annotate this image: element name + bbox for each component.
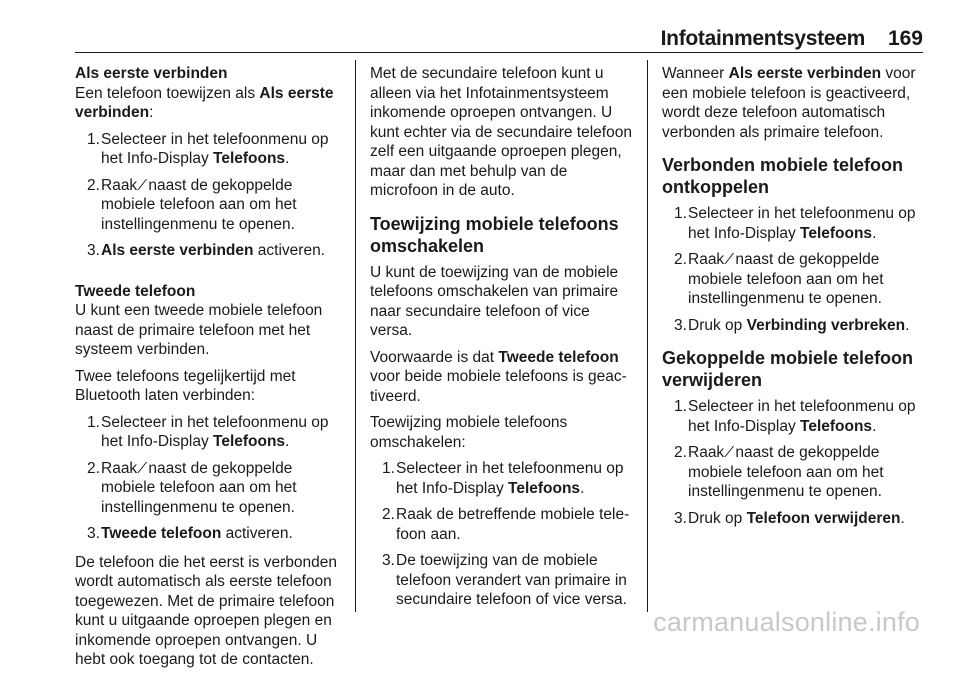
section-heading-verwijderen: Gekoppelde mobiele telefoon verwijderen — [662, 348, 914, 390]
pencil-icon: ⁄ — [141, 176, 145, 194]
list-item: 1. Selecteer in het telefoonmenu op het Info-Display Telefoons. — [674, 398, 916, 435]
paragraph: U kunt de toewijzing van de mobiele telefoons omschakelen van primaire naar secundaire telefoon of vice versa. — [370, 263, 619, 339]
subheading-als-eerste-verbinden: Als eerste verbinden — [75, 65, 228, 82]
list-item: 1. Selecteer in het telefoonmenu op het Info-Display Telefoons. — [382, 460, 624, 497]
paragraph: Voorwaarde is dat Tweede telefoon voor beide mobiele telefoons is geactiveerd. — [370, 348, 627, 405]
paragraph: Met de secundaire telefoon kunt u alleen via het Infotainmentsysteem inkomende oproepen ontvangen. U kunt echter via de secundaire telefoon zelf een uitgaande oproepen plegen, maar dan met behulp van de microfoon in de auto. — [370, 65, 632, 199]
column-2 — [370, 64, 632, 619]
pencil-icon: ⁄ — [728, 444, 732, 461]
column-3 — [662, 64, 924, 537]
paragraph: Twee telefoons tegelijkertijd met Bluetooth laten verbinden: — [75, 367, 296, 404]
paragraph: Wanneer Als eerste verbinden voor een mobiele telefoon is geactiveerd, wordt deze telefoon automatisch verbonden als primaire telefoon. — [662, 65, 916, 141]
list-item: 3. Druk op Telefoon verwijderen. — [674, 509, 905, 527]
list-item: 2. Raak ⁄ naast de gekoppelde mobiele telefoon aan om het instellingenmenu te openen. — [87, 176, 297, 233]
column-divider — [355, 60, 356, 612]
column-divider — [647, 60, 648, 612]
list-item: 2. Raak ⁄ naast de gekoppelde mobiele telefoon aan om het instellingenmenu te openen. — [87, 459, 297, 516]
paragraph: De telefoon die het eerst is verbonden wordt automatisch als eerste telefoon toegewezen. Met de primaire telefoon kunt u uitgaande oproepen plegen en inkomende oproepen ontvangen. U hebt ook toegang tot de contacten. — [75, 553, 337, 668]
list-item: 3. Tweede telefoon activeren. — [87, 525, 293, 542]
paragraph: Een telefoon toewijzen als Als eerste verbinden: — [75, 84, 334, 121]
steps-list — [662, 397, 924, 528]
list-item: 1. Selecteer in het telefoonmenu op het Info-Display Telefoons. — [674, 205, 916, 242]
list-item: 3. Druk op Verbinding verbreken. — [674, 316, 910, 334]
steps-list — [75, 130, 343, 261]
list-item: 2. Raak ⁄ naast de gekoppelde mobiele telefoon aan om het instellingenmenu te openen. — [674, 444, 884, 500]
paragraph: U kunt een tweede mobiele telefoon naast de primaire telefoon met het systeem verbinden. — [75, 302, 323, 358]
list-item: 2. Raak de betreffende mobiele telefoon aan. — [382, 506, 630, 543]
pencil-icon: ⁄ — [728, 251, 732, 268]
steps-list — [75, 413, 343, 544]
list-item: 3. De toewijzing van de mobiele telefoon verandert van primaire in secundaire telefoon of vice versa. — [382, 552, 627, 608]
steps-list — [662, 204, 924, 335]
watermark: carmanualsonline.info — [653, 607, 920, 637]
list-item: 3. Als eerste verbinden activeren. — [87, 242, 325, 259]
page-number: 169 — [887, 27, 923, 50]
list-item: 1. Selecteer in het telefoonmenu op het Info-Display Telefoons. — [87, 130, 329, 167]
subheading-tweede-telefoon: Tweede telefoon — [75, 282, 196, 300]
list-item: 1. Selecteer in het telefoonmenu op het Info-Display Telefoons. — [87, 413, 329, 450]
steps-list — [370, 459, 632, 610]
paragraph: Toewijzing mobiele telefoons omschakelen: — [370, 414, 568, 451]
column-1 — [75, 64, 343, 677]
pencil-icon: ⁄ — [141, 459, 145, 477]
list-item: 2. Raak ⁄ naast de gekoppelde mobiele telefoon aan om het instellingenmenu te openen. — [674, 251, 884, 307]
section-heading-ontkoppelen: Verbonden mobiele telefoon ontkoppelen — [662, 155, 904, 197]
page-header — [75, 18, 923, 53]
page-title: Infotainmentsysteem — [660, 27, 865, 50]
section-heading-toewijzing: Toewijzing mobiele telefoons omschakelen — [370, 213, 619, 256]
